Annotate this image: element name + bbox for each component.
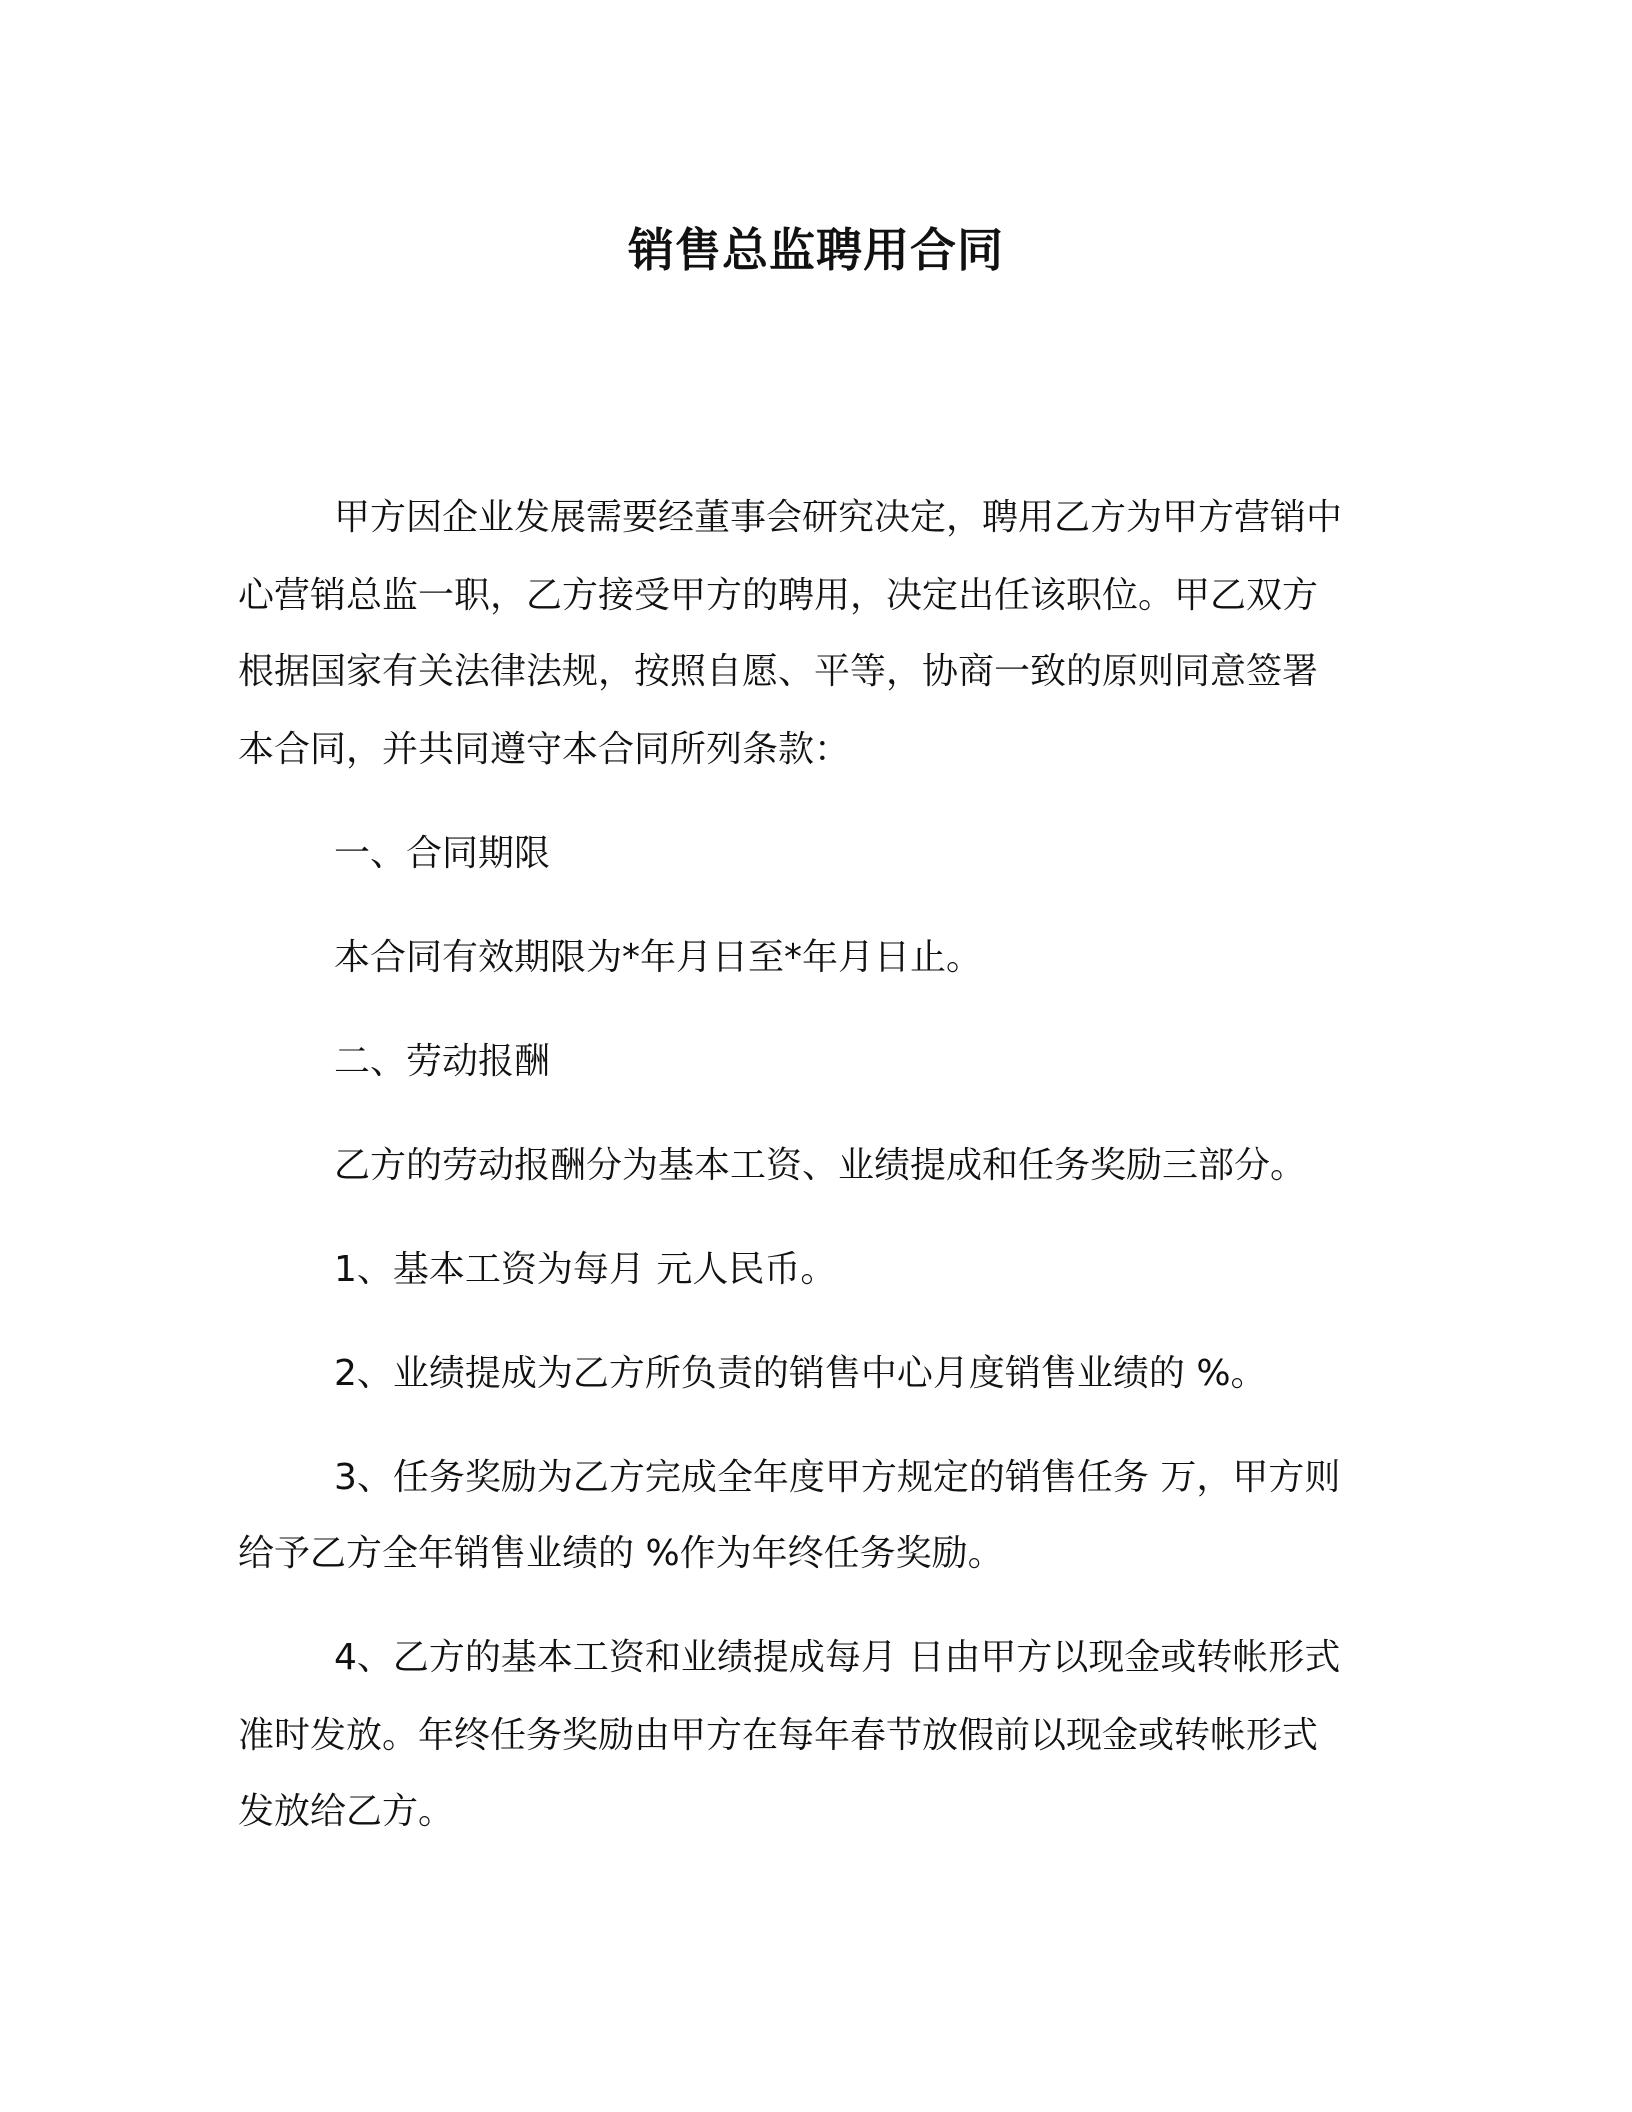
document-title: 销售总监聘用合同 xyxy=(628,223,1004,277)
section-2-body: 乙方的劳动报酬分为基本工资、业绩提成和任务奖励三部分。 xyxy=(334,1145,1307,1186)
clause-item-4-line-3: 发放给乙方。 xyxy=(238,1791,455,1832)
intro-line-1: 甲方因企业发展需要经董事会研究决定，聘用乙方为甲方营销中 xyxy=(334,497,1343,538)
clause-item-2: 2、业绩提成为乙方所负责的销售中心月度销售业绩的 %。 xyxy=(334,1353,1267,1394)
intro-line-2: 心营销总监一职，乙方接受甲方的聘用，决定出任该职位。甲乙双方 xyxy=(238,575,1319,616)
intro-line-4: 本合同，并共同遵守本合同所列条款： xyxy=(238,729,851,770)
section-1-heading: 一、合同期限 xyxy=(334,833,551,874)
clause-item-4-line-2: 准时发放。年终任务奖励由甲方在每年春节放假前以现金或转帐形式 xyxy=(238,1715,1319,1756)
intro-line-3: 根据国家有关法律法规，按照自愿、平等，协商一致的原则同意签署 xyxy=(238,651,1319,692)
clause-item-3-line-1: 3、任务奖励为乙方完成全年度甲方规定的销售任务 万，甲方则 xyxy=(334,1457,1341,1498)
clause-item-3-line-2: 给予乙方全年销售业绩的 %作为年终任务奖励。 xyxy=(238,1533,1004,1574)
section-1-body: 本合同有效期限为*年月日至*年月日止。 xyxy=(334,937,983,978)
section-2-heading: 二、劳动报酬 xyxy=(334,1041,551,1082)
clause-item-4-line-1: 4、乙方的基本工资和业绩提成每月 日由甲方以现金或转帐形式 xyxy=(334,1637,1341,1678)
clause-item-1: 1、基本工资为每月 元人民币。 xyxy=(334,1249,837,1290)
